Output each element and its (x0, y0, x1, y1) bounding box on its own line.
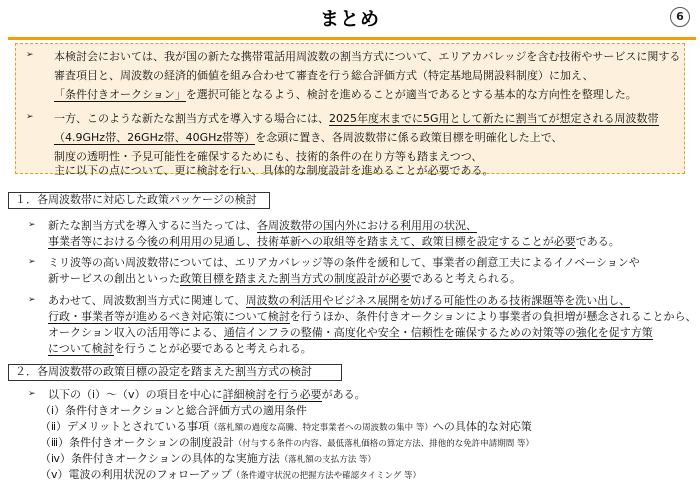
s1-b3-l3b: 通信インフラの整備・高度化や安全・信頼性を確保するための対策等の強化を促す方策 (223, 326, 653, 339)
s2-item-1-label: （ⅰ）条件付きオークションと総合評価方式の適用条件 (40, 404, 307, 417)
s2-item-5 (40, 466, 421, 482)
s1-b2-l2b: 政策目標を踏まえた割当方式の制度設計が必要 (180, 272, 411, 285)
s1-bullet-arrow-icon: ➢ (28, 295, 36, 305)
s2-item-2 (40, 418, 532, 434)
summary-p1-line1: 本検討会においては、我が国の新たな携帯電話用周波数の割当方式について、エリアカバレッジを含む技術やサービスに関する (54, 50, 681, 63)
s1-b3-line2 (48, 308, 697, 324)
s1-b1-l1b: 各周波数帯の国内外における利用用の状況、 (257, 219, 477, 232)
s2-intro-c: がある。 (321, 388, 366, 401)
summary-p2-line1-b: 2025年度末までに5G用として新たに割当てが想定される周波数帯 (329, 112, 659, 125)
s1-b1-line1 (48, 217, 477, 233)
s1-b3-l2b: を行うほか、条件付きオークションにより事業者の負担増が懸念されることから、 (289, 310, 697, 323)
s2-item-2-label: （ⅱ）デメリットとされている事項 (40, 420, 210, 433)
s2-item-4 (40, 450, 376, 466)
s1-b2-line1: ミリ波等の高い周波数帯については、エリアカバレッジ等の条件を緩和して、事業者の創意工夫によるイノベーションや (48, 256, 640, 269)
page-title: まとめ (319, 8, 380, 30)
s1-b3-line3 (48, 324, 653, 340)
s2-bullet-arrow-icon: ➢ (28, 389, 36, 399)
summary-bullet-arrow-icon: ➢ (26, 50, 34, 60)
conditional-auction-term: 「条件付きオークション」 (54, 88, 186, 101)
s2-item-2-tail: への具体的な対応策 (432, 420, 532, 433)
s1-bullet-arrow-icon: ➢ (28, 257, 36, 267)
summary-p1-line2: 審査項目と、周波数の経済的価値を組み合わせて審査を行う総合評価方式（特定基地局開設料制度）に加え、 (54, 69, 594, 82)
s1-b3-l4a: について検討 (48, 342, 114, 355)
s2-item-5-label: （ⅴ）電波の利用状況のフォローアップ (40, 468, 232, 481)
summary-p2-line2-a: （4.9GHz帯、26GHz帯、40GHz帯等） (54, 131, 256, 144)
s2-item-3 (40, 434, 534, 450)
s1-bullet-arrow-icon: ➢ (28, 220, 36, 230)
s2-intro-b: 詳細検討を行う必要 (222, 388, 322, 401)
s1-b3-l2a: 行政・事業者等が進めるべき対応策について検討 (48, 310, 290, 323)
s2-item-3-label: （ⅲ）条件付きオークションの制度設計 (40, 436, 234, 449)
s1-b1-l2a: 事業者等における今後の利用用の見通し、技術革新への取組等を踏まえて、政策目標を設定することが必要 (48, 235, 576, 248)
summary-box (15, 43, 685, 177)
s1-b3-l1b: 周波数の利活用やビジネス展開を妨げる可能性のある技術課題等を洗い出し、 (245, 294, 631, 307)
summary-p2-line1-a: 一方、このような新たな割当方式を導入する場合には、 (54, 112, 329, 125)
s1-b1-line2 (48, 233, 620, 249)
summary-p2-line4: 主に以下の点について、更に検討を行い、具体的な制度設計を進めることが必要である。 (54, 164, 494, 177)
summary-p2-line3: 制度の透明性・予見可能性を確保するためにも、技術的条件の在り方等も踏まえつつ、 (54, 150, 483, 163)
s1-b2-l2a: 新サービスの創出といった (48, 272, 180, 285)
title-divider (8, 37, 696, 40)
summary-p2-line1 (54, 110, 659, 126)
s2-item-5-note: （条件遵守状況の把握方法や確認タイミング 等） (231, 471, 422, 481)
summary-p2-line2-b: を念頭に置き (255, 131, 321, 144)
s1-b2-line2 (48, 270, 521, 286)
s2-intro (48, 386, 366, 402)
section1-heading: １．各周波数帯に対応した政策パッケージの検討 (8, 192, 270, 209)
s1-b3-l4b: を行うことが必要であると考えられる。 (113, 342, 312, 355)
s2-item-1 (40, 402, 307, 418)
s1-b3-l3a: オークション収入の活用等による、 (48, 326, 224, 339)
s2-item-2-note: （落札額の過度な高騰、特定事業者への周波数の集中 等） (209, 423, 433, 433)
page-number-badge: 6 (670, 7, 690, 27)
summary-p1-line3-rest: を選択可能となるよう、検討を進めることが適当であるとする基本的な方向性を整理した。 (185, 88, 637, 101)
s2-item-4-label: （ⅳ）条件付きオークションの具体的な実施方法 (40, 452, 280, 465)
s2-intro-a: 以下の（ⅰ）～（ⅴ）の項目を中心に (48, 388, 223, 401)
s2-item-3-note: （付与する条件の内容、最低落札価格の算定方法、排他的な免許申請期間 等） (233, 439, 535, 449)
summary-p1-line3 (54, 86, 637, 102)
s1-b3-line1 (48, 292, 630, 308)
s2-item-4-note: （落札額の支払方法 等） (279, 455, 376, 465)
section2-heading: ２．各周波数帯の政策目標の設定を踏まえた割当方式の検討 (8, 364, 342, 381)
s1-b3-l1a: あわせて、周波数割当方式に関連して、 (48, 294, 246, 307)
s1-b1-l1a: 新たな割当方式を導入するに当たっては、 (48, 219, 257, 232)
s1-b2-l2c: であると考えられる。 (411, 272, 521, 285)
s1-b1-l2b: である。 (575, 235, 620, 248)
summary-bullet-arrow-icon: ➢ (26, 112, 34, 122)
summary-p2-line2-c: 、各周波数帯に係る政策目標を明確化した上で、 (320, 131, 563, 144)
s1-b3-line4 (48, 340, 312, 356)
summary-p2-line2 (54, 129, 563, 145)
